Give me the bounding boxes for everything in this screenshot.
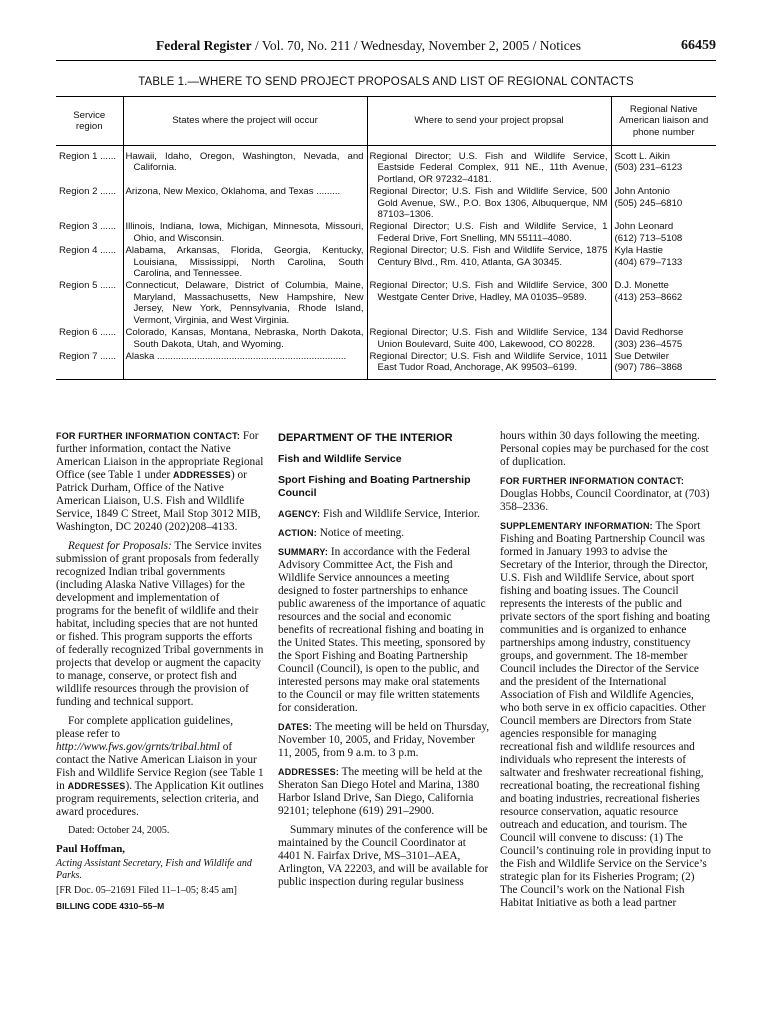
cell-contact — [611, 245, 716, 280]
cell-region: Region 6 ...... — [59, 327, 117, 339]
cell-region: Region 7 ...... — [56, 351, 123, 379]
contact-phone: (907) 786–3868 — [614, 362, 683, 374]
action-paragraph — [278, 527, 490, 540]
billing-code: BILLING CODE 4310–55–M — [56, 901, 165, 911]
table-row — [56, 186, 716, 221]
contact-name: Sue Detwiler — [614, 350, 669, 362]
table-header-row — [56, 97, 716, 146]
table-row — [56, 351, 716, 379]
cell-states: Hawaii, Idaho, Oregon, Washington, Nevada, and California. — [123, 146, 367, 187]
supplementary-info-paragraph — [500, 520, 712, 910]
continued-paragraph: hours within 30 days following the meeting. Personal copies may be purchased for the cost of duplication. — [500, 430, 709, 468]
table-row — [56, 146, 716, 187]
table-row — [56, 327, 716, 351]
cell-address: Regional Director; U.S. Fish and Wildlife Service, 1011 East Tudor Road, Anchorage, AK 99503–6199. — [367, 351, 611, 379]
action-label: ACTION: — [278, 528, 317, 538]
council-contact-text: Douglas Hobbs, Council Coordinator, at (703) 358–2336. — [500, 488, 710, 513]
cell-region: Region 1 ...... — [59, 151, 117, 162]
header-service-region: Service region — [56, 97, 123, 146]
table-row — [56, 245, 716, 280]
cell-states: Alabama, Arkansas, Florida, Georgia, Kentucky, Louisiana, Mississippi, North Carolina, South Carolina, and Tennessee. — [123, 245, 367, 280]
guidelines-url-link[interactable]: http://www.fws.gov/grnts/tribal.html — [56, 741, 220, 753]
agency-heading: Fish and Wildlife Service — [278, 453, 402, 465]
guidelines-text: For complete application guidelines, please refer to — [56, 715, 234, 740]
regional-contacts-table — [56, 96, 716, 380]
cell-address: Regional Director; U.S. Fish and Wildlife Service, 134 Union Boulevard, Suite 400, Lakewood, CO 80228. — [367, 327, 611, 351]
contact-name: Kyla Hastie — [614, 245, 664, 257]
journal-name: Federal Register — [156, 38, 252, 53]
contact-name: John Leonard — [614, 221, 674, 233]
table-row — [56, 221, 716, 245]
page-number: 66459 — [681, 38, 716, 53]
cell-region: Region 2 ...... — [59, 186, 117, 198]
cell-states: Connecticut, Delaware, District of Columbia, Maine, Maryland, Massachusetts, New Hampshire, New Jersey, New York, Pennsylvania, Rhode Island, Vermont, Virginia, and West Virginia. — [123, 280, 367, 327]
action-text: Notice of meeting. — [316, 527, 405, 539]
dates-text: The meeting will be held on Thursday, November 10, 2005, and Friday, November 11, 2005, from 9 a.m. to 3 p.m. — [278, 721, 490, 759]
addresses-paragraph — [278, 766, 490, 818]
cell-states: Alaska ....................................................................... — [123, 351, 367, 379]
contact-phone: (505) 245–6810 — [614, 197, 683, 209]
addresses-ref: ADDRESSES — [67, 781, 126, 791]
contact-phone: (413) 253–8662 — [614, 291, 683, 303]
council-contact-paragraph — [500, 475, 712, 514]
contact-name: D.J. Monette — [614, 280, 669, 292]
table-title: TABLE 1.—WHERE TO SEND PROJECT PROPOSALS AND LIST OF REGIONAL CONTACTS — [138, 76, 634, 88]
contact-phone: (612) 713–5108 — [614, 232, 683, 244]
cell-states: Illinois, Indiana, Iowa, Michigan, Minnesota, Missouri, Ohio, and Wisconsin. — [123, 221, 367, 245]
guidelines-paragraph — [56, 715, 264, 819]
further-info-text: For further information, contact the Native American Liaison in the appropriate Regional Office (see Table 1 under — [56, 430, 264, 481]
guidelines-text-end: ). The Application Kit outlines program requirements, selection criteria, and award procedures. — [56, 780, 264, 818]
fr-doc-line: [FR Doc. 05–21691 Filed 11–1–05; 8:45 am] — [56, 885, 238, 896]
header-states: States where the project will occur — [123, 97, 367, 146]
rfp-text: The Service invites submission of grant proposals from federally recognized Indian tribal governments (including Alaska Native Villages) for the development and implementation of programs for the benefit of wildlife and their habitat, including species that are not hunted or fished. This program supports the efforts of federally recognized Tribal governments in projects that develop or augment the capacity to manage, conserve, or protect fish and wildlife resources through the provision of funding and technical support. — [56, 540, 264, 708]
header-liaison: Regional Native American liaison and phone number — [611, 97, 716, 146]
cell-contact — [611, 351, 716, 379]
header-where-to-send: Where to send your project propsal — [367, 97, 611, 146]
addresses-ref: ADDRESSES — [173, 470, 231, 480]
signer-name: Paul Hoffman, — [56, 843, 126, 855]
contact-phone: (303) 236–4575 — [614, 338, 683, 350]
further-info-text-cont: ) or Patrick Durham, Office of the Native American Liaison, U.S. Fish and Wildlife Service, 1849 C Street, Mail Stop 3012 MIB, Washington, DC 20240 (202)208–4133. — [56, 469, 261, 533]
contact-name: David Redhorse — [614, 327, 684, 339]
contact-phone: (404) 679–7133 — [614, 256, 683, 268]
cell-region: Region 4 ...... — [59, 245, 117, 257]
cell-address: Regional Director; U.S. Fish and Wildlife Service, Eastside Federal Complex, 911 NE., 11th Avenue, Portland, OR 97232–4181. — [367, 146, 611, 187]
minutes-paragraph: Summary minutes of the conference will be maintained by the Council Coordinator at 4401 N. Fairfax Drive, MS–3101–AEA, Arlington, VA 22203, and will be available for public inspection during regular business — [278, 824, 489, 888]
summary-text: In accordance with the Federal Advisory Committee Act, the Fish and Wildlife Service announces a meeting designed to foster partnerships to enhance public awareness of the importance of aquatic resources and the social and economic benefits of recreational fishing and boating in the United States. This meeting, sponsored by the Sport Fishing and Boating Partnership Council (Council), is open to the public, and interested persons may make oral statements to the Council or may file written statements for consideration. — [278, 546, 486, 714]
further-info-label: FOR FURTHER INFORMATION CONTACT: — [56, 431, 241, 441]
further-info-label: FOR FURTHER INFORMATION CONTACT: — [500, 476, 685, 486]
cell-address: Regional Director; U.S. Fish and Wildlife Service, 1875 Century Blvd., Rm. 410, Atlanta, GA 30345. — [367, 245, 611, 280]
table-row — [56, 280, 716, 327]
cell-states: Arizona, New Mexico, Oklahoma, and Texas ......... — [123, 186, 367, 221]
signer-title: Acting Assistant Secretary, Fish and Wildlife and Parks. — [56, 858, 252, 881]
cell-contact — [611, 221, 716, 245]
agency-text: Fish and Wildlife Service, Interior. — [320, 508, 480, 520]
cell-contact — [611, 186, 716, 221]
running-header — [56, 38, 716, 60]
summary-paragraph — [278, 546, 490, 715]
cell-contact — [611, 280, 716, 327]
supplementary-info-label: SUPPLEMENTARY INFORMATION: — [500, 521, 653, 531]
contact-phone: (503) 231–6123 — [614, 162, 683, 174]
summary-label: SUMMARY: — [278, 547, 329, 557]
further-info-paragraph — [56, 430, 264, 534]
supplementary-info-text: The Sport Fishing and Boating Partnership Council was formed in January 1993 to advise the Secretary of the Interior, through the Director, U.S. Fish and Wildlife Service, about sport fishing and boating issues. The Council represents the interests of the public and private sectors of the sport fishing and boating communities and is organized to enhance partnerships among industry, constituency groups, and government. The 18-member Council includes the Director of the Service and the president of the International Association of Fish and Wildlife Agencies, who both serve in ex officio capacities. Other Council members are Directors from State agencies responsible for managing recreational fish and wildlife resources and individuals who represent the interests of saltwater and freshwater recreational fishing, recreational boating, the recreational fishing and boating industries, recreational fisheries resource conservation, aquatic resource outreach and education, and tourism. The Council will convene to discuss: (1) The Council’s continuing role in providing input to the Fish and Wildlife Service on the Service’s strategic plan for its Fisheries Program; (2) The Council’s work on the National Fish Habitat Initiative as both a lead partner — [500, 520, 711, 909]
contact-name: Scott L. Aikin — [614, 151, 670, 162]
dates-label: DATES: — [278, 722, 313, 732]
contact-name: John Antonio — [614, 186, 670, 198]
dates-paragraph — [278, 721, 490, 760]
cell-region: Region 3 ...... — [59, 221, 117, 233]
agency-paragraph — [278, 508, 490, 521]
addresses-label: ADDRESSES: — [278, 767, 340, 777]
cell-address: Regional Director; U.S. Fish and Wildlife Service, 1 Federal Drive, Fort Snelling, MN 55111–4080. — [367, 221, 611, 245]
department-heading: DEPARTMENT OF THE INTERIOR — [278, 432, 453, 444]
cell-contact — [611, 146, 716, 187]
addresses-text: The meeting will be held at the Sheraton San Diego Hotel and Marina, 1380 Harbor Island Drive, San Diego, California 92101; telephone (619) 291–2900. — [278, 766, 483, 817]
cell-address: Regional Director; U.S. Fish and Wildlife Service, 300 Westgate Center Drive, Hadley, MA 01035–9589. — [367, 280, 611, 327]
header-issue: / Vol. 70, No. 211 / Wednesday, November 2, 2005 / Notices — [251, 38, 581, 53]
header-citation — [156, 38, 581, 54]
request-for-proposals-paragraph — [56, 540, 264, 709]
dated-line: Dated: October 24, 2005. — [68, 825, 170, 836]
notice-subject-heading: Sport Fishing and Boating Partnership Council — [278, 474, 471, 499]
guidelines-text-cont: of contact the Native American Liaison in your Fish and Wildlife Service Region (see Table 1 in — [56, 741, 264, 792]
cell-states: Colorado, Kansas, Montana, Nebraska, North Dakota, South Dakota, Utah, and Wyoming. — [123, 327, 367, 351]
cell-contact — [611, 327, 716, 351]
cell-region: Region 5 ...... — [59, 280, 117, 292]
text-column-2 — [278, 430, 490, 895]
text-column-1 — [56, 430, 264, 913]
text-column-3 — [500, 430, 712, 916]
cell-address: Regional Director; U.S. Fish and Wildlife Service, 500 Gold Avenue, SW., P.O. Box 1306, Albuquerque, NM 87103–1306. — [367, 186, 611, 221]
rfp-label: Request for Proposals: — [68, 540, 172, 552]
header-rule — [56, 60, 716, 61]
agency-label: AGENCY: — [278, 509, 321, 519]
